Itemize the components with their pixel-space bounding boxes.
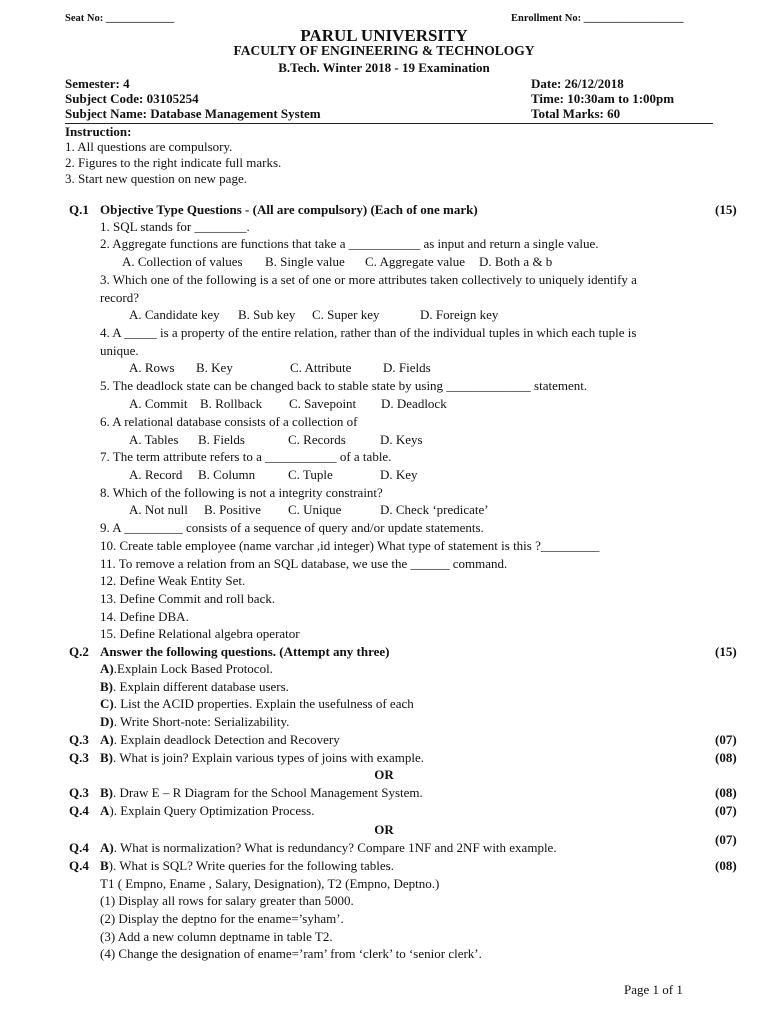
q1-item-5-options	[0, 397, 768, 411]
q1-item-3: 3. Which one of the following is a set of one or more attributes taken collectively to uniquely identify a	[100, 272, 637, 287]
option: D. Deadlock	[381, 396, 447, 411]
option: C. Records	[288, 432, 346, 447]
option: B. Column	[198, 467, 256, 482]
q2-item-c: C). List the ACID properties. Explain the usefulness of each	[100, 696, 414, 711]
q1-item-7-options	[0, 468, 768, 482]
q4-alt-number: Q.4	[69, 840, 89, 855]
q1-item-4-cont: unique.	[100, 343, 139, 358]
q4b-tables: T1 ( Empno, Ename , Salary, Designation), T2 (Empno, Deptno.)	[100, 876, 440, 891]
university-name: PARUL UNIVERSITY	[300, 26, 468, 45]
q1-item-7: 7. The term attribute refers to a ___________ of a table.	[100, 449, 392, 464]
q1-item-14: 14. Define DBA.	[100, 609, 189, 624]
option: A. Collection of values	[122, 254, 243, 269]
option: A. Candidate key	[129, 307, 220, 322]
q1-item-1: 1. SQL stands for ________.	[100, 219, 250, 234]
q1-item-3-options	[0, 308, 768, 322]
q1-item-2: 2. Aggregate functions are functions that take a ___________ as input and return a single value.	[100, 236, 599, 251]
q1-item-3-cont: record?	[100, 290, 139, 305]
q3a-number: Q.3	[69, 732, 89, 747]
q3-alt-text: B). Draw E – R Diagram for the School Management System.	[100, 785, 423, 800]
q1-number: Q.1	[69, 202, 89, 217]
q1-item-11: 11. To remove a relation from an SQL database, we use the ______ command.	[100, 556, 508, 571]
q1-marks: (15)	[715, 202, 737, 217]
q4a-text: A). Explain Query Optimization Process.	[100, 803, 315, 818]
q1-item-9: 9. A _________ consists of a sequence of query and/or update statements.	[100, 520, 484, 535]
q1-item-6-options	[0, 433, 768, 447]
q3b-marks: (08)	[715, 750, 737, 765]
option: C. Unique	[288, 502, 342, 517]
q4b-marks: (08)	[715, 858, 737, 873]
q2-item-d: D). Write Short-note: Serializability.	[100, 714, 290, 729]
option: B. Key	[196, 360, 233, 375]
faculty-name: FACULTY OF ENGINEERING & TECHNOLOGY	[233, 43, 535, 58]
q4-alt-marks: (07)	[715, 832, 737, 847]
q3b-number: Q.3	[69, 750, 89, 765]
or-separator: OR	[374, 822, 394, 837]
seat-no: Seat No: _____________	[65, 13, 175, 24]
q1-item-4-options	[0, 361, 768, 375]
option: D. Check ‘predicate’	[380, 502, 489, 517]
option: D. Keys	[380, 432, 423, 447]
q2-item-b: B). Explain different database users.	[100, 679, 289, 694]
q3a-text: A). Explain deadlock Detection and Recovery	[100, 732, 340, 747]
q1-item-15: 15. Define Relational algebra operator	[100, 626, 300, 641]
instruction-item: 2. Figures to the right indicate full marks.	[65, 155, 282, 170]
q2-item-a: A).Explain Lock Based Protocol.	[100, 661, 273, 676]
option: D. Foreign key	[420, 307, 499, 322]
option: B. Positive	[204, 502, 262, 517]
q4a-number: Q.4	[69, 803, 89, 818]
q4-alt-text: A). What is normalization? What is redundancy? Compare 1NF and 2NF with example.	[100, 840, 557, 855]
q3b-text: B). What is join? Explain various types of joins with example.	[100, 750, 424, 765]
q2-number: Q.2	[69, 644, 89, 659]
exam-title: B.Tech. Winter 2018 - 19 Examination	[278, 60, 490, 75]
q4b-text: B). What is SQL? Write queries for the following tables.	[100, 858, 394, 873]
q1-item-8: 8. Which of the following is not a integrity constraint?	[100, 485, 383, 500]
option: C. Aggregate value	[365, 254, 465, 269]
subject-code: Subject Code: 03105254	[65, 91, 199, 106]
q2-marks: (15)	[715, 644, 737, 659]
q1-item-6: 6. A relational database consists of a collection of	[100, 414, 358, 429]
q1-item-5: 5. The deadlock state can be changed back to stable state by using _____________ statement.	[100, 378, 588, 393]
option: D. Both a & b	[479, 254, 553, 269]
option: C. Tuple	[288, 467, 333, 482]
q1-item-13: 13. Define Commit and roll back.	[100, 591, 276, 606]
subject-name: Subject Name: Database Management System	[65, 106, 321, 121]
q4b-number: Q.4	[69, 858, 89, 873]
option: C. Super key	[312, 307, 380, 322]
option: A. Commit	[129, 396, 188, 411]
option: B. Rollback	[200, 396, 263, 411]
q4b-query-2: (2) Display the deptno for the ename=’syham’.	[100, 911, 344, 926]
option: D. Fields	[383, 360, 431, 375]
q2-title: Answer the following questions. (Attempt any three)	[100, 644, 390, 659]
q1-item-8-options	[0, 503, 768, 517]
q1-item-12: 12. Define Weak Entity Set.	[100, 573, 246, 588]
exam-time: Time: 10:30am to 1:00pm	[531, 91, 675, 106]
q1-item-2-options	[0, 255, 768, 269]
q4b-query-4: (4) Change the designation of ename=’ram’ from ‘clerk’ to ‘senior clerk’.	[100, 946, 482, 961]
or-separator: OR	[374, 767, 394, 782]
total-marks: Total Marks: 60	[531, 106, 621, 121]
option: A. Not null	[129, 502, 188, 517]
q3a-marks: (07)	[715, 732, 737, 747]
instruction-title: Instruction:	[65, 124, 132, 139]
option: B. Fields	[198, 432, 245, 447]
q4a-marks: (07)	[715, 803, 737, 818]
option: C. Attribute	[290, 360, 352, 375]
instruction-item: 1. All questions are compulsory.	[65, 139, 233, 154]
q1-item-4: 4. A _____ is a property of the entire relation, rather than of the individual tuples in which each tuple is	[100, 325, 637, 340]
option: A. Rows	[129, 360, 175, 375]
q3-alt-marks: (08)	[715, 785, 737, 800]
option: C. Savepoint	[289, 396, 357, 411]
page-number: Page 1 of 1	[624, 982, 683, 997]
q4b-query-1: (1) Display all rows for salary greater than 5000.	[100, 893, 354, 908]
header-divider	[65, 123, 713, 124]
option: B. Sub key	[238, 307, 296, 322]
option: D. Key	[380, 467, 418, 482]
instruction-item: 3. Start new question on new page.	[65, 171, 247, 186]
q1-title: Objective Type Questions - (All are compulsory) (Each of one mark)	[100, 202, 478, 217]
q3-alt-number: Q.3	[69, 785, 89, 800]
option: A. Record	[129, 467, 183, 482]
option: A. Tables	[129, 432, 179, 447]
q4b-query-3: (3) Add a new column deptname in table T2.	[100, 929, 333, 944]
q1-item-10: 10. Create table employee (name varchar ,id integer) What type of statement is this ?_________	[100, 538, 600, 553]
semester: Semester: 4	[65, 76, 130, 91]
option: B. Single value	[265, 254, 345, 269]
exam-date: Date: 26/12/2018	[531, 76, 624, 91]
enrollment-no: Enrollment No: ___________________	[511, 13, 684, 24]
